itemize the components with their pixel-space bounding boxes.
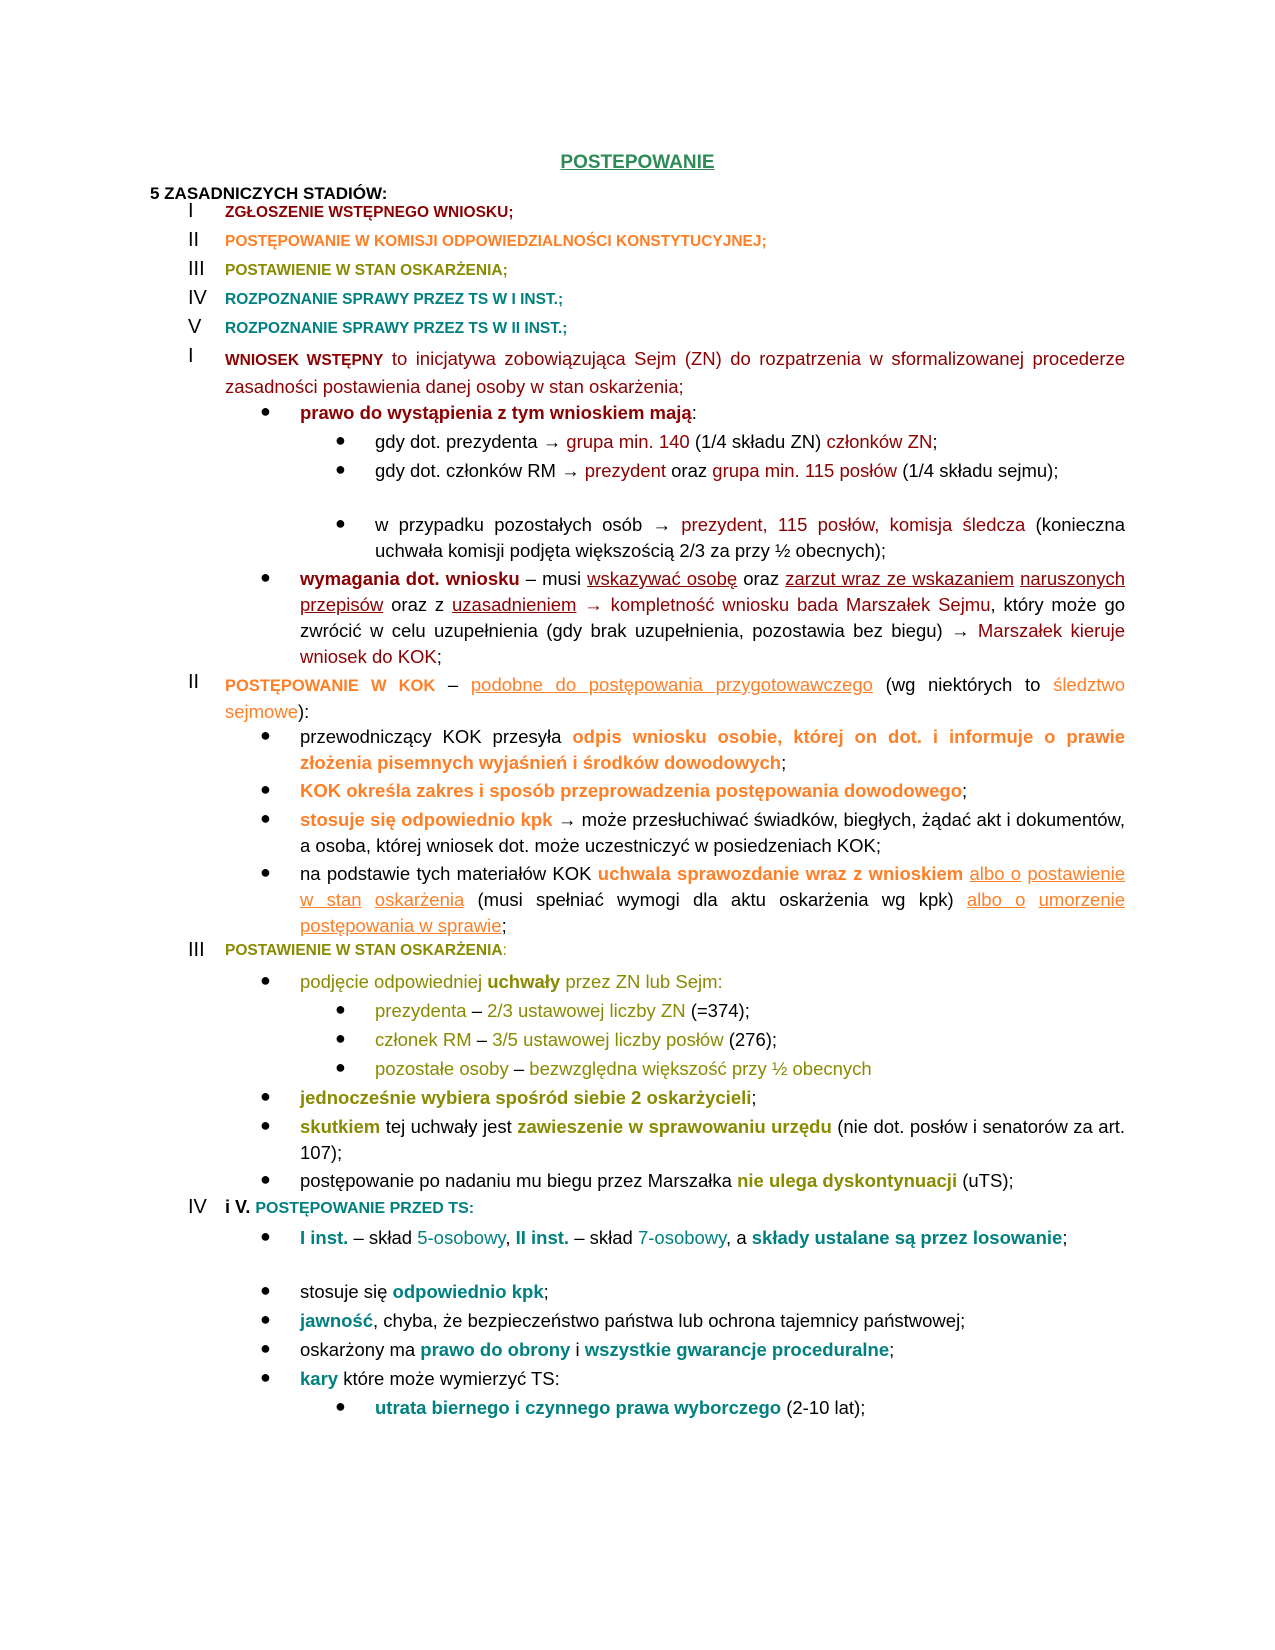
list-item: I inst. – skład 5-osobowy, II inst. – skład 7-osobowy, a składy ustalane są przez losowanie; <box>300 1227 1068 1248</box>
bullet: ● <box>335 1057 346 1077</box>
list-item: pozostałe osoby – bezwzględna większość przy ½ obecnych <box>375 1058 872 1079</box>
bullet: ● <box>260 1086 271 1106</box>
bullet: ● <box>335 430 346 450</box>
bullet: ● <box>260 1169 271 1189</box>
bullet: ● <box>260 1280 271 1300</box>
section-1-requirements: wymagania dot. wniosku – musi wskazywać osobę oraz zarzut wraz ze wskazaniem naruszonych przepisów oraz z uzasadnieniem → kompletność wniosku bada Marszałek Sejmu, który może go zwrócić w celu uzupełnienia (gdy brak uzupełnienia, pozostawia bez biegu) → Marszałek kieruje wniosek do KOK; <box>300 568 1126 667</box>
list-item: na podstawie tych materiałów KOK uchwala sprawozdanie wraz z wnioskiem albo o postawienie w stan oskarżenia (musi spełniać wymogi dla aktu oskarżenia wg kpk) albo o umorzenie postępowania w sprawie; <box>300 863 1126 936</box>
list-item: stosuje się odpowiednio kpk → może przesłuchiwać świadków, biegłych, żądać akt i dokumentów, a osoba, której wniosek dot. może uczestniczyć w posiedzeniach KOK; <box>300 809 1126 856</box>
bullet: ● <box>260 401 271 421</box>
list-item: członek RM – 3/5 ustawowej liczby posłów (276); <box>375 1029 778 1050</box>
bullet: ● <box>260 779 271 799</box>
list-item: stosuje się odpowiednio kpk; <box>300 1281 549 1302</box>
bullet: ● <box>260 1338 271 1358</box>
list-item: jednocześnie wybiera spośród siebie 2 oskarżycieli; <box>300 1087 757 1108</box>
bullet: ● <box>260 1309 271 1329</box>
bullet: ● <box>335 999 346 1019</box>
page-title: POSTEPOWANIE <box>560 152 715 173</box>
section-1-rights-heading: prawo do wystąpienia z tym wnioskiem mają: <box>300 402 697 423</box>
list-item: gdy dot. członków RM → prezydent oraz grupa min. 115 posłów (1/4 składu sejmu); <box>375 460 1059 481</box>
bullet: ● <box>260 862 271 882</box>
section-3-heading: POSTAWIENIE W STAN OSKARŻENIA: <box>225 942 507 959</box>
bullet: ● <box>260 567 271 587</box>
stage-number: III <box>188 258 205 280</box>
list-item: kary które może wymierzyć TS: <box>300 1368 560 1389</box>
list-item: gdy dot. prezydenta → grupa min. 140 (1/4 składu ZN) członków ZN; <box>375 431 938 452</box>
stage-number: V <box>188 316 202 338</box>
list-item: skutkiem tej uchwały jest zawieszenie w sprawowaniu urzędu (nie dot. posłów i senatorów za art. 107); <box>300 1116 1126 1163</box>
section-2-intro: POSTĘPOWANIE W KOK – podobne do postępowania przygotowawczego (wg niektórych to śledztwo sejmowe): <box>225 674 1126 722</box>
stage-item: ROZPOZNANIE SPRAWY PRZEZ TS W I INST.; <box>225 291 564 308</box>
section-4-heading: i V. POSTĘPOWANIE PRZED TS: <box>225 1197 475 1217</box>
stage-item: ROZPOZNANIE SPRAWY PRZEZ TS W II INST.; <box>225 320 568 337</box>
bullet: ● <box>335 459 346 479</box>
bullet: ● <box>260 1367 271 1387</box>
section-1-intro: WNIOSEK WSTĘPNY to inicjatywa zobowiązująca Sejm (ZN) do rozpatrzenia w sformalizowanej procederze zasadności postawienia danej osoby w stan oskarżenia; <box>225 348 1126 397</box>
stages-header: 5 ZASADNICZYCH STADIÓW: <box>150 184 388 203</box>
bullet: ● <box>260 1115 271 1135</box>
list-item: podjęcie odpowiedniej uchwały przez ZN lub Sejm: <box>300 971 723 992</box>
bullet: ● <box>260 1226 271 1246</box>
bullet: ● <box>335 1028 346 1048</box>
stage-number: II <box>188 229 200 251</box>
bullet: ● <box>260 970 271 990</box>
list-item: postępowanie po nadaniu mu biegu przez Marszałka nie ulega dyskontynuacji (uTS); <box>300 1170 1014 1191</box>
stage-number: I <box>188 200 194 222</box>
list-item: KOK określa zakres i sposób przeprowadzenia postępowania dowodowego; <box>300 780 968 801</box>
bullet: ● <box>260 725 271 745</box>
stage-item: POSTAWIENIE W STAN OSKARŻENIA; <box>225 262 508 279</box>
list-item: przewodniczący KOK przesyła odpis wniosku osobie, której on dot. i informuje o prawie złożenia pisemnych wyjaśnień i środków dowodowych; <box>300 726 1126 773</box>
list-item: w przypadku pozostałych osób → prezydent, 115 posłów, komisja śledcza (konieczna uchwała komisji podjęta większością 2/3 za przy ½ obecnych); <box>375 514 1125 561</box>
section-number: III <box>188 939 205 961</box>
bullet: ● <box>335 513 346 533</box>
bullet: ● <box>260 808 271 828</box>
list-item: prezydenta – 2/3 ustawowej liczby ZN (=374); <box>375 1000 750 1021</box>
list-item: jawność, chyba, że bezpieczeństwo państwa lub ochrona tajemnicy państwowej; <box>300 1310 966 1331</box>
section-number: IV <box>188 1196 207 1218</box>
stage-item: POSTĘPOWANIE W KOMISJI ODPOWIEDZIALNOŚCI KONSTYTUCYJNEJ; <box>225 233 767 250</box>
list-item: utrata biernego i czynnego prawa wyborczego (2-10 lat); <box>375 1397 866 1418</box>
section-number: II <box>188 671 200 693</box>
stage-number: IV <box>188 287 207 309</box>
list-item: oskarżony ma prawo do obrony i wszystkie gwarancje proceduralne; <box>300 1339 895 1360</box>
bullet: ● <box>335 1396 346 1416</box>
section-number: I <box>188 345 194 367</box>
stage-item: ZGŁOSZENIE WSTĘPNEGO WNIOSKU; <box>225 204 514 221</box>
